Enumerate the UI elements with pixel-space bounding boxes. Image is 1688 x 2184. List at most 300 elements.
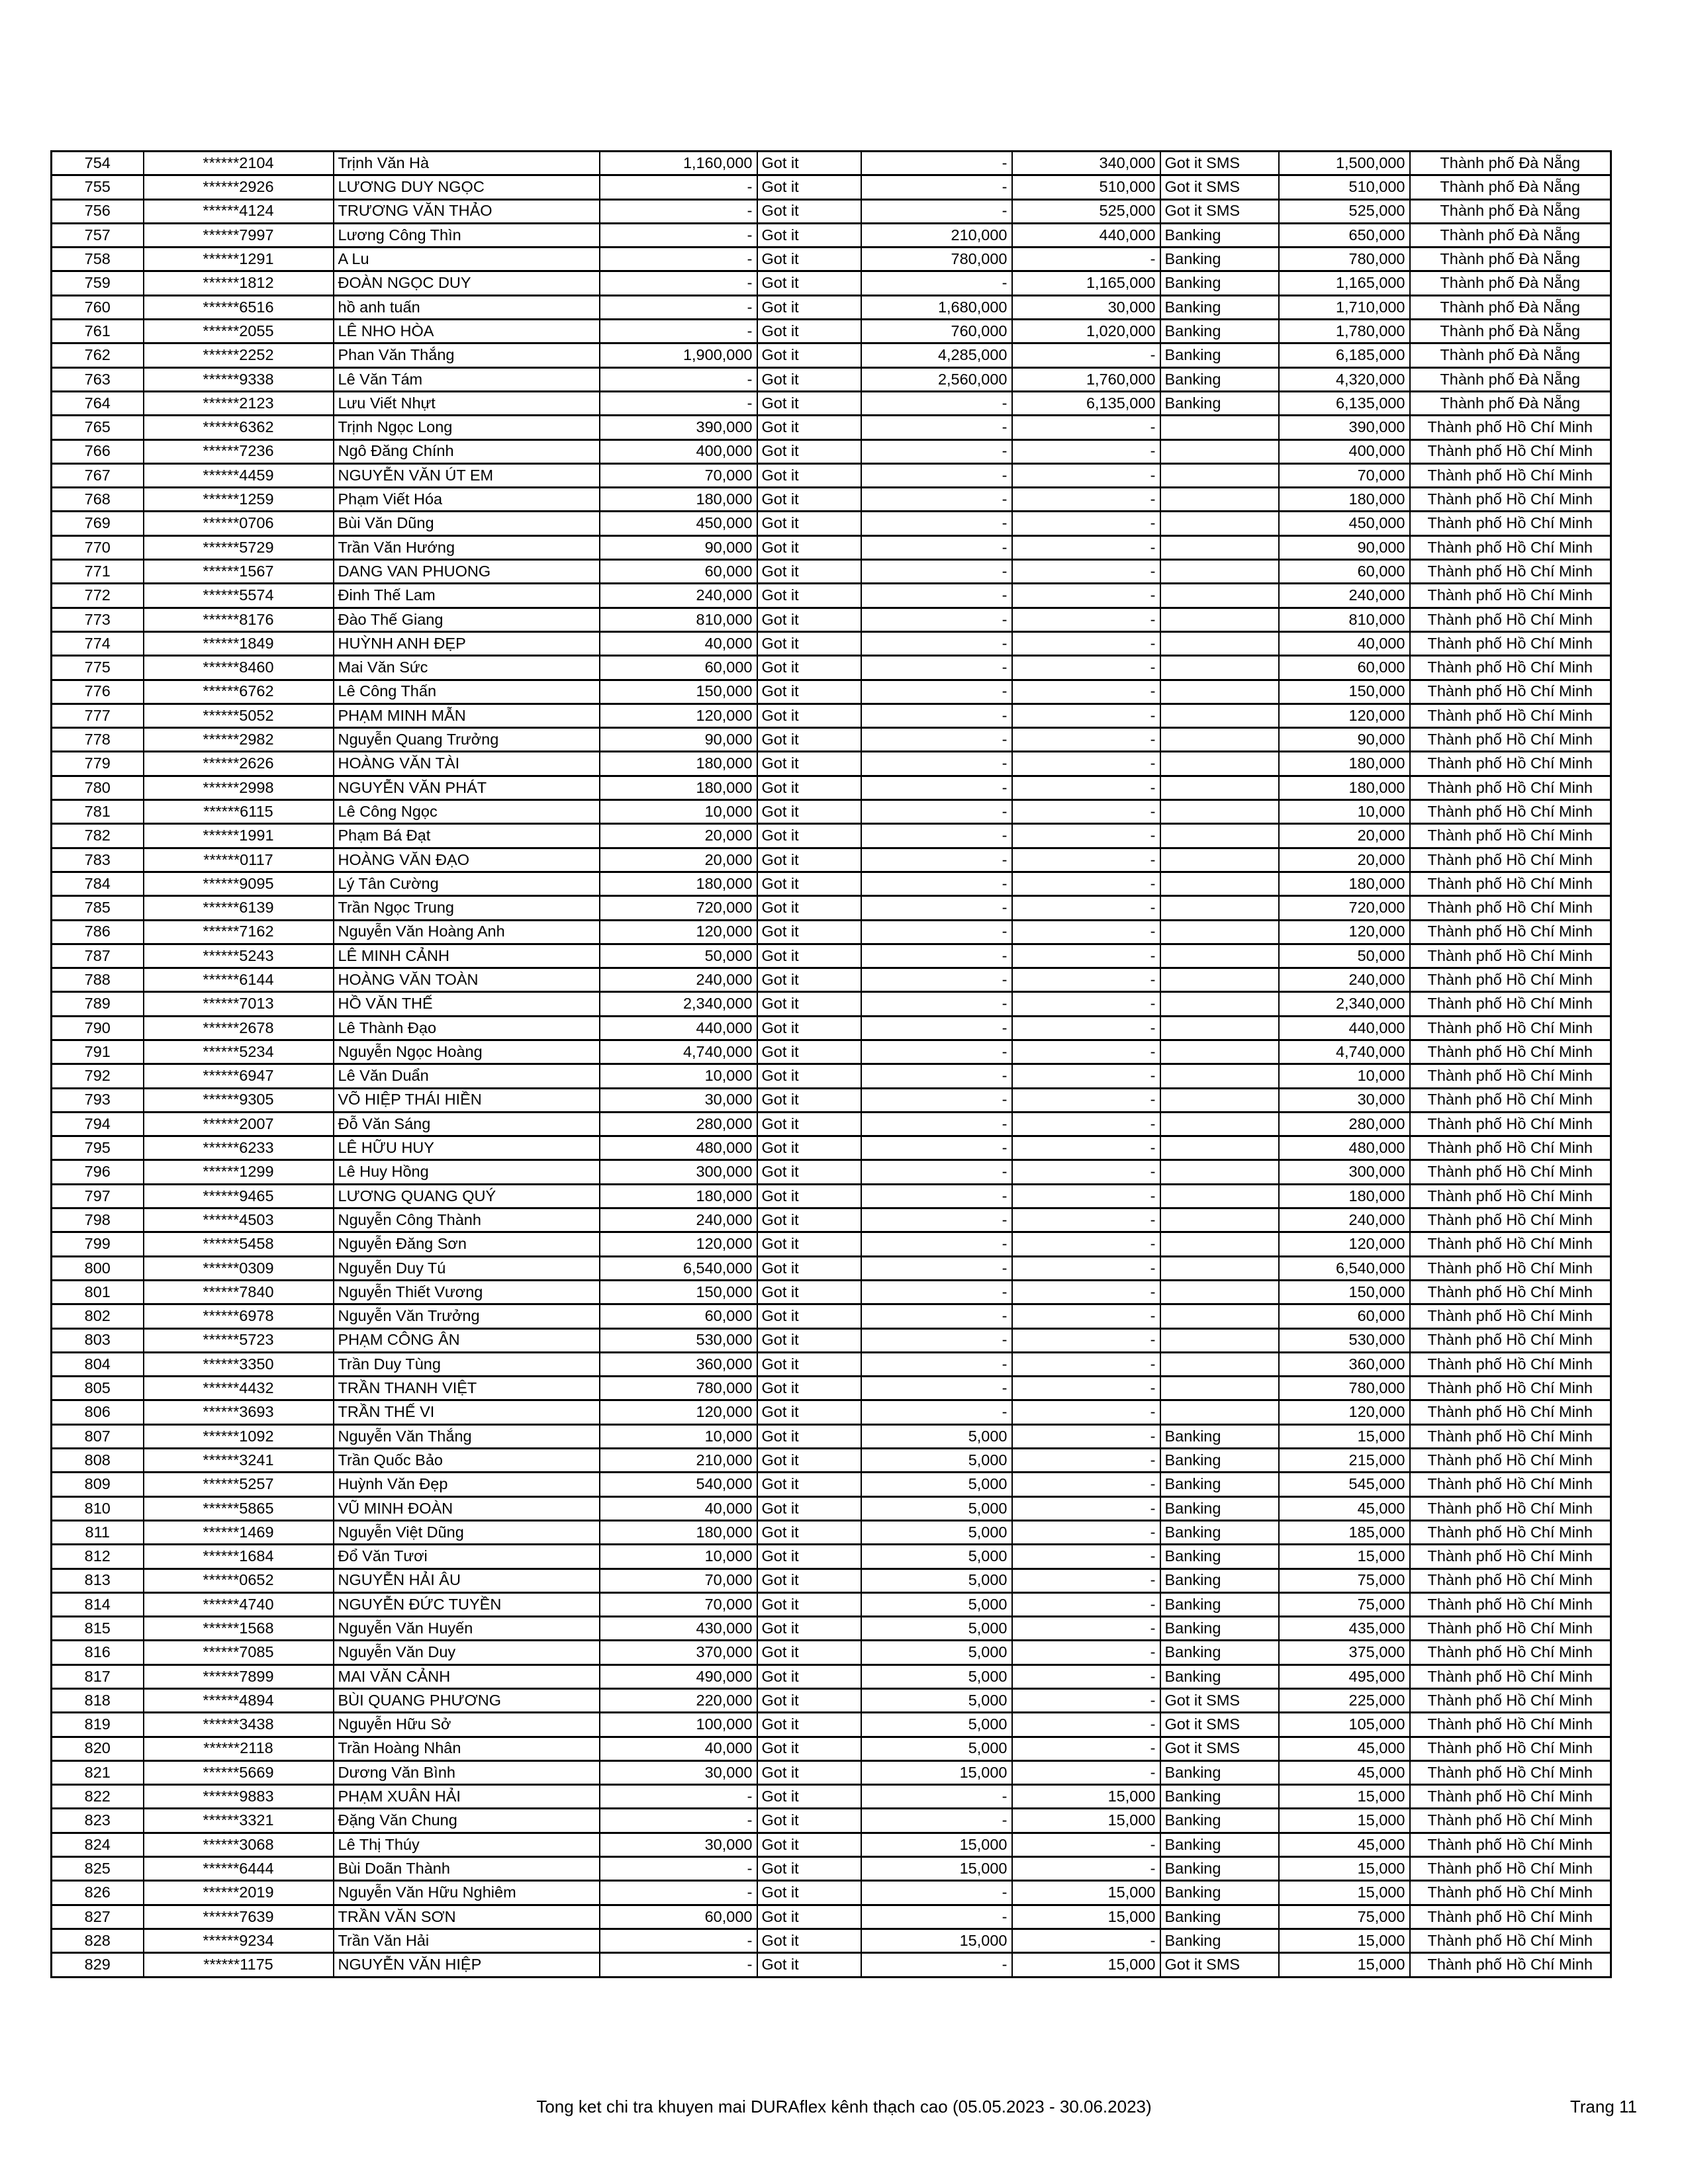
cell-status: Got it xyxy=(757,223,861,247)
cell-status: Got it xyxy=(757,391,861,415)
cell-amount-primary: 810,000 xyxy=(600,608,757,631)
cell-city: Thành phố Hồ Chí Minh xyxy=(1410,1664,1611,1688)
table-row xyxy=(52,584,1611,608)
cell-stt: 788 xyxy=(52,968,144,992)
cell-amount-extra-1: - xyxy=(861,1064,1012,1088)
cell-amount-primary: 180,000 xyxy=(600,872,757,895)
cell-amount-total: 1,165,000 xyxy=(1279,271,1410,295)
cell-payment-method: Banking xyxy=(1160,1641,1279,1664)
cell-amount-extra-1: - xyxy=(861,824,1012,848)
cell-amount-primary: 120,000 xyxy=(600,1232,757,1256)
cell-amount-extra-2: - xyxy=(1012,704,1160,727)
cell-payment-method: Banking xyxy=(1160,1449,1279,1473)
table-row xyxy=(52,1689,1611,1713)
cell-payment-method xyxy=(1160,1352,1279,1376)
table-row xyxy=(52,416,1611,439)
cell-amount-primary: - xyxy=(600,1809,757,1833)
cell-stt: 819 xyxy=(52,1713,144,1737)
cell-city: Thành phố Đà Nẵng xyxy=(1410,320,1611,343)
cell-amount-extra-1: - xyxy=(861,199,1012,223)
cell-customer-name: Trần Duy Tùng xyxy=(334,1352,600,1376)
cell-amount-extra-1: 5,000 xyxy=(861,1664,1012,1688)
cell-city: Thành phố Hồ Chí Minh xyxy=(1410,1352,1611,1376)
cell-stt: 818 xyxy=(52,1689,144,1713)
cell-phone-masked: ******7639 xyxy=(144,1905,334,1929)
table-row xyxy=(52,968,1611,992)
cell-status: Got it xyxy=(757,944,861,968)
cell-amount-total: 90,000 xyxy=(1279,728,1410,752)
cell-amount-extra-1: - xyxy=(861,1400,1012,1424)
cell-amount-primary: 180,000 xyxy=(600,488,757,512)
cell-customer-name: Lê Văn Duẩn xyxy=(334,1064,600,1088)
cell-amount-primary: 60,000 xyxy=(600,1905,757,1929)
cell-customer-name: Nguyễn Hữu Sở xyxy=(334,1713,600,1737)
cell-amount-extra-2: - xyxy=(1012,656,1160,680)
cell-amount-total: 60,000 xyxy=(1279,656,1410,680)
cell-customer-name: Đặng Văn Chung xyxy=(334,1809,600,1833)
table-row xyxy=(52,1520,1611,1544)
cell-amount-total: 75,000 xyxy=(1279,1905,1410,1929)
cell-amount-primary: 100,000 xyxy=(600,1713,757,1737)
cell-stt: 769 xyxy=(52,512,144,535)
cell-city: Thành phố Hồ Chí Minh xyxy=(1410,992,1611,1016)
table-row xyxy=(52,271,1611,295)
cell-amount-extra-1: 4,285,000 xyxy=(861,343,1012,367)
cell-payment-method xyxy=(1160,1112,1279,1136)
cell-stt: 808 xyxy=(52,1449,144,1473)
cell-phone-masked: ******5243 xyxy=(144,944,334,968)
cell-status: Got it xyxy=(757,343,861,367)
cell-phone-masked: ******5052 xyxy=(144,704,334,727)
cell-amount-extra-1: 2,560,000 xyxy=(861,367,1012,391)
cell-payment-method xyxy=(1160,584,1279,608)
cell-phone-masked: ******9338 xyxy=(144,367,334,391)
cell-customer-name: LƯƠNG QUANG QUÝ xyxy=(334,1184,600,1208)
cell-phone-masked: ******1259 xyxy=(144,488,334,512)
cell-amount-primary: 30,000 xyxy=(600,1760,757,1784)
cell-city: Thành phố Hồ Chí Minh xyxy=(1410,872,1611,895)
cell-amount-total: 1,780,000 xyxy=(1279,320,1410,343)
cell-stt: 816 xyxy=(52,1641,144,1664)
cell-status: Got it xyxy=(757,1833,861,1856)
cell-amount-total: 60,000 xyxy=(1279,560,1410,584)
cell-stt: 786 xyxy=(52,920,144,944)
cell-payment-method: Got it SMS xyxy=(1160,1953,1279,1977)
cell-amount-extra-1: - xyxy=(861,872,1012,895)
cell-amount-extra-2: - xyxy=(1012,1520,1160,1544)
cell-amount-extra-2: - xyxy=(1012,872,1160,895)
cell-amount-total: 225,000 xyxy=(1279,1689,1410,1713)
cell-payment-method xyxy=(1160,1377,1279,1400)
cell-phone-masked: ******2626 xyxy=(144,752,334,776)
cell-stt: 764 xyxy=(52,391,144,415)
cell-amount-extra-2: 30,000 xyxy=(1012,295,1160,319)
cell-phone-masked: ******1092 xyxy=(144,1424,334,1448)
cell-phone-masked: ******9305 xyxy=(144,1088,334,1112)
cell-customer-name: Dương Văn Bình xyxy=(334,1760,600,1784)
cell-amount-extra-1: - xyxy=(861,896,1012,920)
cell-amount-extra-2: 15,000 xyxy=(1012,1809,1160,1833)
cell-amount-extra-1: - xyxy=(861,1809,1012,1833)
cell-status: Got it xyxy=(757,367,861,391)
cell-amount-extra-1: 780,000 xyxy=(861,248,1012,271)
cell-payment-method xyxy=(1160,920,1279,944)
cell-amount-total: 1,500,000 xyxy=(1279,152,1410,175)
cell-amount-primary: - xyxy=(600,295,757,319)
cell-customer-name: Nguyễn Văn Trưởng xyxy=(334,1304,600,1328)
cell-amount-primary: 370,000 xyxy=(600,1641,757,1664)
cell-customer-name: PHẠM XUÂN HẢI xyxy=(334,1785,600,1809)
cell-amount-extra-2: - xyxy=(1012,343,1160,367)
cell-amount-extra-2: - xyxy=(1012,1689,1160,1713)
payout-table-body xyxy=(52,152,1611,1978)
cell-amount-extra-1: - xyxy=(861,271,1012,295)
cell-status: Got it xyxy=(757,1592,861,1616)
cell-amount-extra-1: 5,000 xyxy=(861,1496,1012,1520)
cell-customer-name: Phạm Viết Hóa xyxy=(334,488,600,512)
cell-amount-primary: 60,000 xyxy=(600,560,757,584)
cell-amount-extra-2: - xyxy=(1012,968,1160,992)
cell-stt: 772 xyxy=(52,584,144,608)
cell-stt: 765 xyxy=(52,416,144,439)
cell-city: Thành phố Hồ Chí Minh xyxy=(1410,488,1611,512)
cell-stt: 782 xyxy=(52,824,144,848)
cell-amount-extra-1: - xyxy=(861,1040,1012,1064)
cell-amount-total: 6,540,000 xyxy=(1279,1256,1410,1280)
cell-customer-name: Đổ Văn Tươi xyxy=(334,1545,600,1569)
table-row xyxy=(52,512,1611,535)
table-row xyxy=(52,944,1611,968)
cell-city: Thành phố Đà Nẵng xyxy=(1410,248,1611,271)
cell-status: Got it xyxy=(757,1641,861,1664)
cell-amount-primary: 280,000 xyxy=(600,1112,757,1136)
cell-amount-extra-2: - xyxy=(1012,1449,1160,1473)
cell-payment-method: Got it SMS xyxy=(1160,1737,1279,1760)
cell-city: Thành phố Hồ Chí Minh xyxy=(1410,1016,1611,1040)
cell-city: Thành phố Hồ Chí Minh xyxy=(1410,416,1611,439)
cell-amount-total: 15,000 xyxy=(1279,1424,1410,1448)
cell-amount-primary: 60,000 xyxy=(600,1304,757,1328)
cell-payment-method xyxy=(1160,1280,1279,1304)
cell-amount-extra-2: - xyxy=(1012,1256,1160,1280)
cell-city: Thành phố Hồ Chí Minh xyxy=(1410,439,1611,463)
cell-customer-name: Trần Hoàng Nhân xyxy=(334,1737,600,1760)
cell-phone-masked: ******4894 xyxy=(144,1689,334,1713)
cell-customer-name: TRẦN THANH VIỆT xyxy=(334,1377,600,1400)
cell-amount-extra-2: - xyxy=(1012,824,1160,848)
cell-payment-method: Banking xyxy=(1160,295,1279,319)
table-row xyxy=(52,1424,1611,1448)
cell-status: Got it xyxy=(757,271,861,295)
cell-payment-method: Banking xyxy=(1160,1929,1279,1952)
cell-stt: 799 xyxy=(52,1232,144,1256)
cell-amount-extra-2: - xyxy=(1012,1424,1160,1448)
cell-customer-name: Lê Thị Thúy xyxy=(334,1833,600,1856)
cell-amount-extra-2: - xyxy=(1012,680,1160,704)
cell-amount-total: 300,000 xyxy=(1279,1160,1410,1184)
cell-status: Got it xyxy=(757,1617,861,1641)
cell-payment-method xyxy=(1160,512,1279,535)
cell-phone-masked: ******2123 xyxy=(144,391,334,415)
cell-stt: 800 xyxy=(52,1256,144,1280)
cell-stt: 766 xyxy=(52,439,144,463)
cell-amount-extra-1: - xyxy=(861,631,1012,655)
cell-payment-method xyxy=(1160,968,1279,992)
cell-city: Thành phố Đà Nẵng xyxy=(1410,391,1611,415)
cell-city: Thành phố Hồ Chí Minh xyxy=(1410,1953,1611,1977)
cell-customer-name: Lý Tân Cường xyxy=(334,872,600,895)
cell-city: Thành phố Hồ Chí Minh xyxy=(1410,1184,1611,1208)
cell-stt: 822 xyxy=(52,1785,144,1809)
cell-stt: 809 xyxy=(52,1473,144,1496)
cell-city: Thành phố Hồ Chí Minh xyxy=(1410,1208,1611,1232)
cell-amount-extra-2: - xyxy=(1012,920,1160,944)
cell-customer-name: Nguyễn Văn Thắng xyxy=(334,1424,600,1448)
cell-city: Thành phố Hồ Chí Minh xyxy=(1410,1136,1611,1160)
cell-phone-masked: ******6139 xyxy=(144,896,334,920)
cell-amount-extra-1: - xyxy=(861,776,1012,799)
cell-payment-method: Banking xyxy=(1160,223,1279,247)
cell-payment-method: Banking xyxy=(1160,1857,1279,1881)
table-row xyxy=(52,680,1611,704)
cell-customer-name: hồ anh tuấn xyxy=(334,295,600,319)
cell-amount-extra-1: - xyxy=(861,608,1012,631)
cell-phone-masked: ******3321 xyxy=(144,1809,334,1833)
cell-amount-extra-1: - xyxy=(861,584,1012,608)
cell-amount-primary: 50,000 xyxy=(600,944,757,968)
cell-amount-primary: 440,000 xyxy=(600,1016,757,1040)
cell-status: Got it xyxy=(757,1689,861,1713)
table-row xyxy=(52,1280,1611,1304)
cell-amount-primary: - xyxy=(600,271,757,295)
cell-city: Thành phố Hồ Chí Minh xyxy=(1410,1857,1611,1881)
cell-amount-primary: 400,000 xyxy=(600,439,757,463)
cell-phone-masked: ******4459 xyxy=(144,463,334,487)
cell-amount-extra-2: - xyxy=(1012,1833,1160,1856)
table-row xyxy=(52,560,1611,584)
cell-city: Thành phố Hồ Chí Minh xyxy=(1410,1232,1611,1256)
cell-customer-name: Huỳnh Văn Đẹp xyxy=(334,1473,600,1496)
cell-amount-primary: 360,000 xyxy=(600,1352,757,1376)
cell-city: Thành phố Hồ Chí Minh xyxy=(1410,1713,1611,1737)
cell-city: Thành phố Hồ Chí Minh xyxy=(1410,584,1611,608)
cell-amount-extra-2: - xyxy=(1012,896,1160,920)
cell-status: Got it xyxy=(757,1377,861,1400)
cell-amount-extra-2: 1,165,000 xyxy=(1012,271,1160,295)
cell-amount-total: 375,000 xyxy=(1279,1641,1410,1664)
cell-amount-extra-1: 5,000 xyxy=(861,1449,1012,1473)
table-row xyxy=(52,1592,1611,1616)
cell-stt: 773 xyxy=(52,608,144,631)
footer-summary: Tong ket chi tra khuyen mai DURAflex kênh thạch cao (05.05.2023 - 30.06.2023) xyxy=(536,2097,1152,2116)
cell-amount-total: 45,000 xyxy=(1279,1737,1410,1760)
cell-payment-method: Banking xyxy=(1160,1905,1279,1929)
cell-amount-extra-2: - xyxy=(1012,560,1160,584)
table-row xyxy=(52,1160,1611,1184)
cell-amount-total: 4,740,000 xyxy=(1279,1040,1410,1064)
cell-amount-extra-1: - xyxy=(861,1256,1012,1280)
cell-payment-method: Banking xyxy=(1160,248,1279,271)
cell-status: Got it xyxy=(757,584,861,608)
cell-amount-total: 120,000 xyxy=(1279,1400,1410,1424)
cell-phone-masked: ******1299 xyxy=(144,1160,334,1184)
cell-amount-total: 20,000 xyxy=(1279,824,1410,848)
cell-customer-name: Lưu Viết Nhựt xyxy=(334,391,600,415)
cell-status: Got it xyxy=(757,1760,861,1784)
cell-customer-name: Trịnh Văn Hà xyxy=(334,152,600,175)
cell-phone-masked: ******0652 xyxy=(144,1569,334,1592)
cell-city: Thành phố Hồ Chí Minh xyxy=(1410,1760,1611,1784)
cell-status: Got it xyxy=(757,152,861,175)
cell-city: Thành phố Hồ Chí Minh xyxy=(1410,1785,1611,1809)
cell-status: Got it xyxy=(757,1545,861,1569)
cell-amount-extra-2: - xyxy=(1012,1112,1160,1136)
table-row xyxy=(52,824,1611,848)
table-row xyxy=(52,1256,1611,1280)
cell-payment-method: Banking xyxy=(1160,1881,1279,1905)
cell-amount-extra-1: - xyxy=(861,656,1012,680)
table-row xyxy=(52,1569,1611,1592)
cell-phone-masked: ******1684 xyxy=(144,1545,334,1569)
table-row xyxy=(52,1664,1611,1688)
cell-status: Got it xyxy=(757,631,861,655)
cell-customer-name: NGUYỄN ĐỨC TUYỀN xyxy=(334,1592,600,1616)
cell-amount-total: 180,000 xyxy=(1279,1184,1410,1208)
cell-city: Thành phố Hồ Chí Minh xyxy=(1410,1929,1611,1952)
cell-customer-name: Mai Văn Sức xyxy=(334,656,600,680)
table-row xyxy=(52,631,1611,655)
cell-status: Got it xyxy=(757,175,861,199)
cell-amount-extra-1: - xyxy=(861,1208,1012,1232)
cell-amount-primary: 450,000 xyxy=(600,512,757,535)
cell-phone-masked: ******6762 xyxy=(144,680,334,704)
table-row xyxy=(52,728,1611,752)
table-row xyxy=(52,1809,1611,1833)
cell-amount-total: 30,000 xyxy=(1279,1088,1410,1112)
cell-city: Thành phố Hồ Chí Minh xyxy=(1410,920,1611,944)
cell-amount-total: 75,000 xyxy=(1279,1592,1410,1616)
cell-stt: 793 xyxy=(52,1088,144,1112)
cell-amount-extra-2: - xyxy=(1012,488,1160,512)
cell-amount-extra-2: - xyxy=(1012,1377,1160,1400)
cell-stt: 785 xyxy=(52,896,144,920)
table-row xyxy=(52,1304,1611,1328)
cell-customer-name: BÙI QUANG PHƯƠNG xyxy=(334,1689,600,1713)
cell-amount-primary: 120,000 xyxy=(600,920,757,944)
table-row xyxy=(52,488,1611,512)
cell-customer-name: LÊ MINH CẢNH xyxy=(334,944,600,968)
cell-stt: 783 xyxy=(52,848,144,872)
cell-payment-method xyxy=(1160,800,1279,824)
table-row xyxy=(52,1737,1611,1760)
cell-amount-total: 6,135,000 xyxy=(1279,391,1410,415)
cell-status: Got it xyxy=(757,295,861,319)
cell-city: Thành phố Hồ Chí Minh xyxy=(1410,1617,1611,1641)
cell-payment-method xyxy=(1160,416,1279,439)
cell-customer-name: Đỗ Văn Sáng xyxy=(334,1112,600,1136)
cell-stt: 810 xyxy=(52,1496,144,1520)
cell-amount-extra-2: 440,000 xyxy=(1012,223,1160,247)
cell-amount-primary: 480,000 xyxy=(600,1136,757,1160)
table-row xyxy=(52,535,1611,559)
table-row xyxy=(52,608,1611,631)
table-row xyxy=(52,1545,1611,1569)
cell-amount-extra-1: - xyxy=(861,968,1012,992)
cell-city: Thành phố Hồ Chí Minh xyxy=(1410,1592,1611,1616)
cell-amount-primary: 150,000 xyxy=(600,1280,757,1304)
table-row xyxy=(52,1785,1611,1809)
cell-status: Got it xyxy=(757,1953,861,1977)
cell-phone-masked: ******2104 xyxy=(144,152,334,175)
cell-amount-primary: 70,000 xyxy=(600,1569,757,1592)
cell-customer-name: Bùi Văn Dũng xyxy=(334,512,600,535)
cell-amount-extra-1: - xyxy=(861,1112,1012,1136)
cell-phone-masked: ******2678 xyxy=(144,1016,334,1040)
cell-stt: 756 xyxy=(52,199,144,223)
cell-status: Got it xyxy=(757,1785,861,1809)
cell-status: Got it xyxy=(757,320,861,343)
cell-customer-name: HOÀNG VĂN TÀI xyxy=(334,752,600,776)
cell-amount-extra-2: - xyxy=(1012,1496,1160,1520)
cell-customer-name: Trần Quốc Bảo xyxy=(334,1449,600,1473)
cell-amount-extra-1: - xyxy=(861,704,1012,727)
cell-payment-method: Got it SMS xyxy=(1160,152,1279,175)
cell-amount-total: 780,000 xyxy=(1279,1377,1410,1400)
table-row xyxy=(52,1449,1611,1473)
cell-status: Got it xyxy=(757,1424,861,1448)
cell-status: Got it xyxy=(757,1569,861,1592)
cell-city: Thành phố Hồ Chí Minh xyxy=(1410,608,1611,631)
cell-amount-primary: - xyxy=(600,367,757,391)
cell-amount-extra-1: - xyxy=(861,1905,1012,1929)
cell-phone-masked: ******1812 xyxy=(144,271,334,295)
cell-amount-extra-1: - xyxy=(861,1016,1012,1040)
cell-phone-masked: ******7236 xyxy=(144,439,334,463)
cell-amount-extra-2: 6,135,000 xyxy=(1012,391,1160,415)
cell-stt: 777 xyxy=(52,704,144,727)
table-row xyxy=(52,1088,1611,1112)
cell-amount-extra-2: - xyxy=(1012,1136,1160,1160)
cell-amount-total: 390,000 xyxy=(1279,416,1410,439)
cell-customer-name: Lê Huy Hồng xyxy=(334,1160,600,1184)
cell-amount-primary: 390,000 xyxy=(600,416,757,439)
cell-amount-primary: - xyxy=(600,1881,757,1905)
cell-customer-name: Trần Văn Hải xyxy=(334,1929,600,1952)
cell-phone-masked: ******9465 xyxy=(144,1184,334,1208)
cell-amount-extra-2: - xyxy=(1012,1617,1160,1641)
cell-amount-primary: - xyxy=(600,248,757,271)
cell-amount-extra-1: - xyxy=(861,512,1012,535)
cell-status: Got it xyxy=(757,680,861,704)
cell-customer-name: Lê Công Thấn xyxy=(334,680,600,704)
cell-amount-total: 120,000 xyxy=(1279,1232,1410,1256)
cell-status: Got it xyxy=(757,1809,861,1833)
table-row xyxy=(52,1713,1611,1737)
cell-phone-masked: ******5865 xyxy=(144,1496,334,1520)
cell-customer-name: VŨ MINH ĐOÀN xyxy=(334,1496,600,1520)
cell-phone-masked: ******2252 xyxy=(144,343,334,367)
cell-city: Thành phố Hồ Chí Minh xyxy=(1410,824,1611,848)
cell-amount-primary: 60,000 xyxy=(600,656,757,680)
cell-payment-method: Banking xyxy=(1160,1785,1279,1809)
cell-amount-primary: 220,000 xyxy=(600,1689,757,1713)
cell-amount-extra-2: 15,000 xyxy=(1012,1953,1160,1977)
cell-status: Got it xyxy=(757,416,861,439)
cell-city: Thành phố Hồ Chí Minh xyxy=(1410,560,1611,584)
cell-status: Got it xyxy=(757,1256,861,1280)
cell-amount-extra-2: 15,000 xyxy=(1012,1881,1160,1905)
cell-amount-extra-1: - xyxy=(861,1136,1012,1160)
